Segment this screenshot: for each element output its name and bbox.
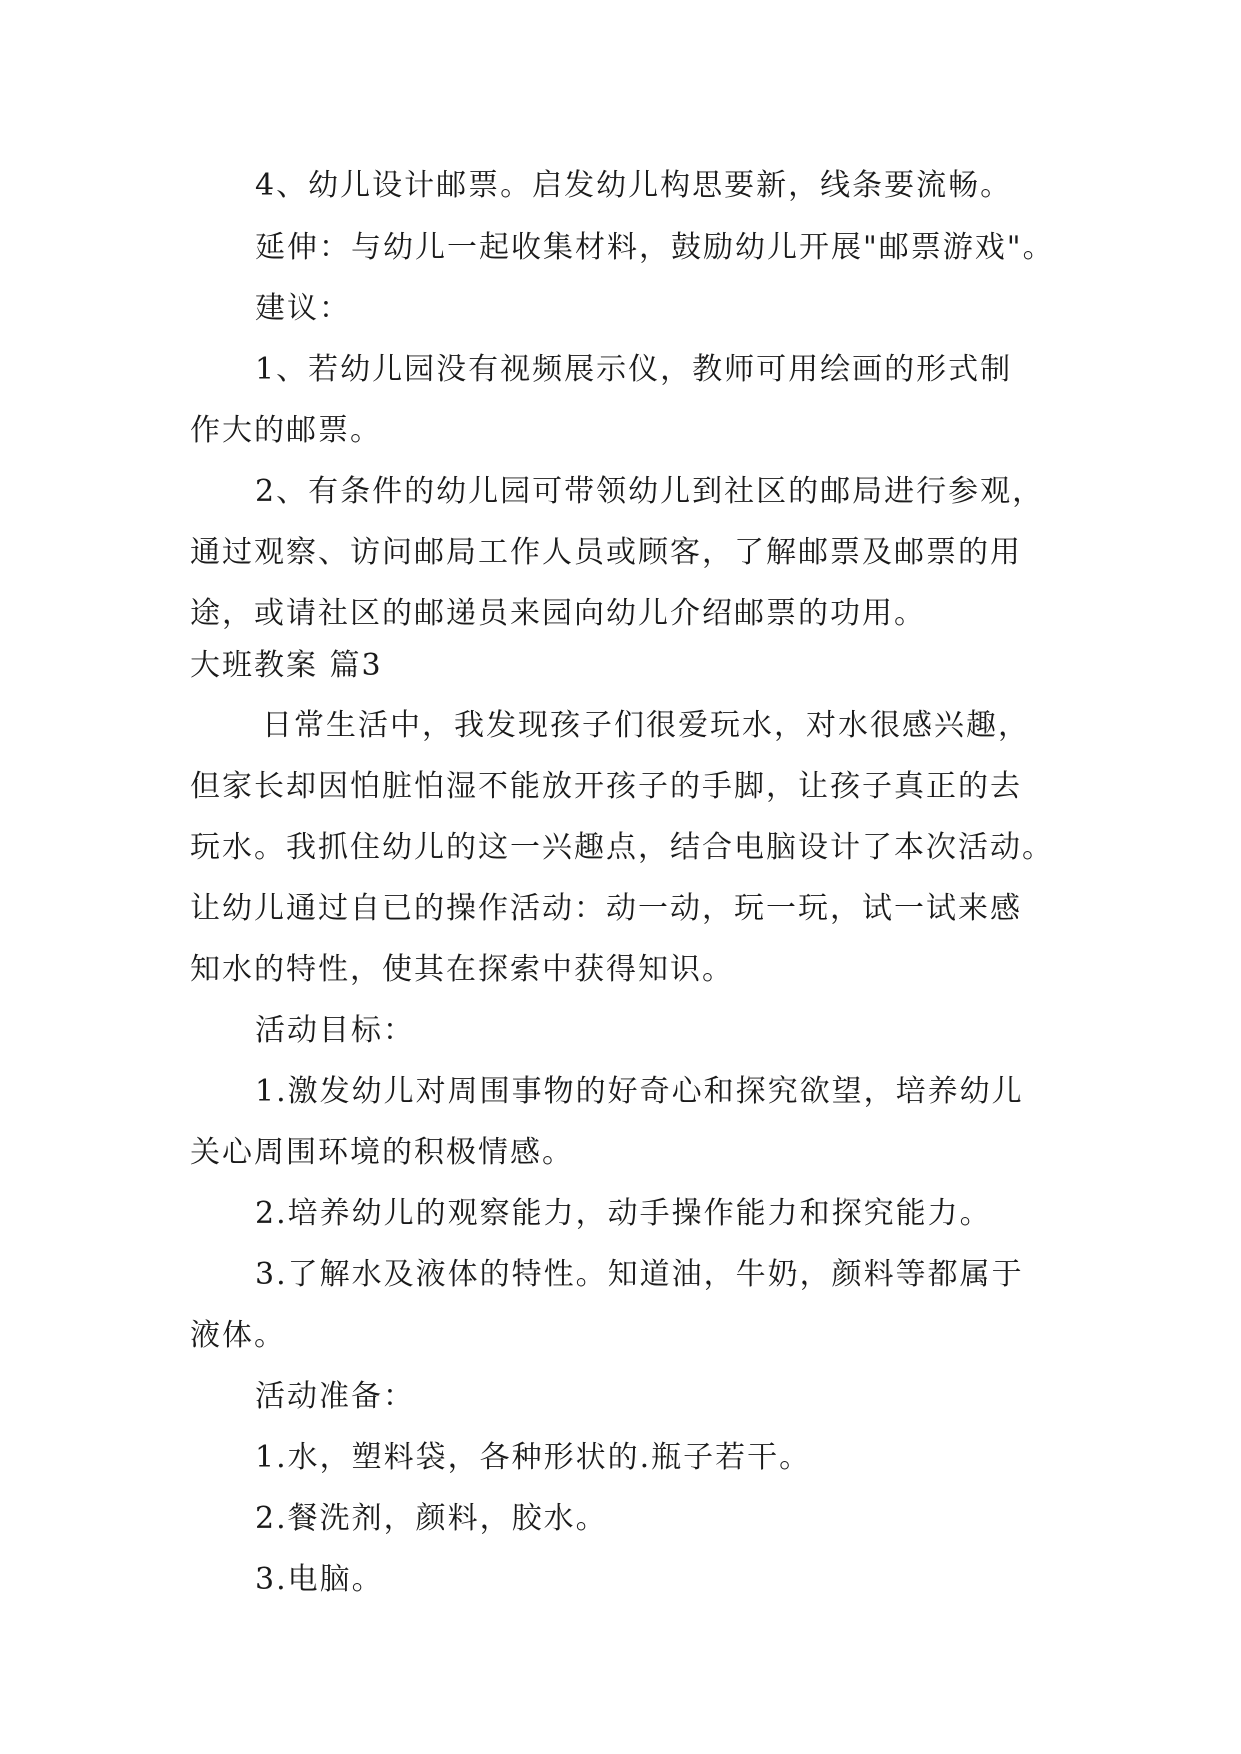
paragraph-line: 作大的邮票。: [190, 413, 382, 448]
paragraph-line: 知水的特性，使其在探索中获得知识。: [190, 952, 734, 987]
paragraph-line: 3.了解水及液体的特性。知道油，牛奶，颜料等都属于: [255, 1257, 1024, 1292]
paragraph-line: 玩水。我抓住幼儿的这一兴趣点，结合电脑设计了本次活动。: [190, 830, 1054, 865]
article-title: 大班教案 篇3: [190, 648, 383, 683]
paragraph-line: 2.培养幼儿的观察能力，动手操作能力和探究能力。: [255, 1196, 992, 1231]
section-heading: 活动目标：: [255, 1013, 415, 1048]
paragraph-line: 通过观察、访问邮局工作人员或顾客，了解邮票及邮票的用: [190, 535, 1022, 570]
paragraph-line: 1.水，塑料袋，各种形状的.瓶子若干。: [255, 1440, 812, 1475]
paragraph-line: 日常生活中，我发现孩子们很爱玩水，对水很感兴趣，: [262, 708, 1030, 743]
paragraph-line: 1、若幼儿园没有视频展示仪，教师可用绘画的形式制: [255, 352, 1013, 387]
paragraph-line: 4、幼儿设计邮票。启发幼儿构思要新，线条要流畅。: [255, 168, 1013, 203]
paragraph-line: 2.餐洗剂，颜料，胶水。: [255, 1501, 608, 1536]
section-heading: 活动准备：: [255, 1379, 415, 1414]
section-heading: 建议：: [255, 291, 351, 326]
paragraph-line: 关心周围环境的积极情感。: [190, 1135, 574, 1170]
paragraph-line: 1.激发幼儿对周围事物的好奇心和探究欲望，培养幼儿: [255, 1074, 1024, 1109]
paragraph-line: 2、有条件的幼儿园可带领幼儿到社区的邮局进行参观，: [255, 474, 1045, 509]
paragraph-line: 延伸：与幼儿一起收集材料，鼓励幼儿开展"邮票游戏"。: [255, 230, 1055, 265]
paragraph-line: 但家长却因怕脏怕湿不能放开孩子的手脚，让孩子真正的去: [190, 769, 1022, 804]
paragraph-line: 让幼儿通过自已的操作活动：动一动，玩一玩，试一试来感: [190, 891, 1022, 926]
paragraph-line: 3.电脑。: [255, 1562, 384, 1597]
paragraph-line: 途，或请社区的邮递员来园向幼儿介绍邮票的功用。: [190, 596, 926, 631]
paragraph-line: 液体。: [190, 1318, 286, 1353]
